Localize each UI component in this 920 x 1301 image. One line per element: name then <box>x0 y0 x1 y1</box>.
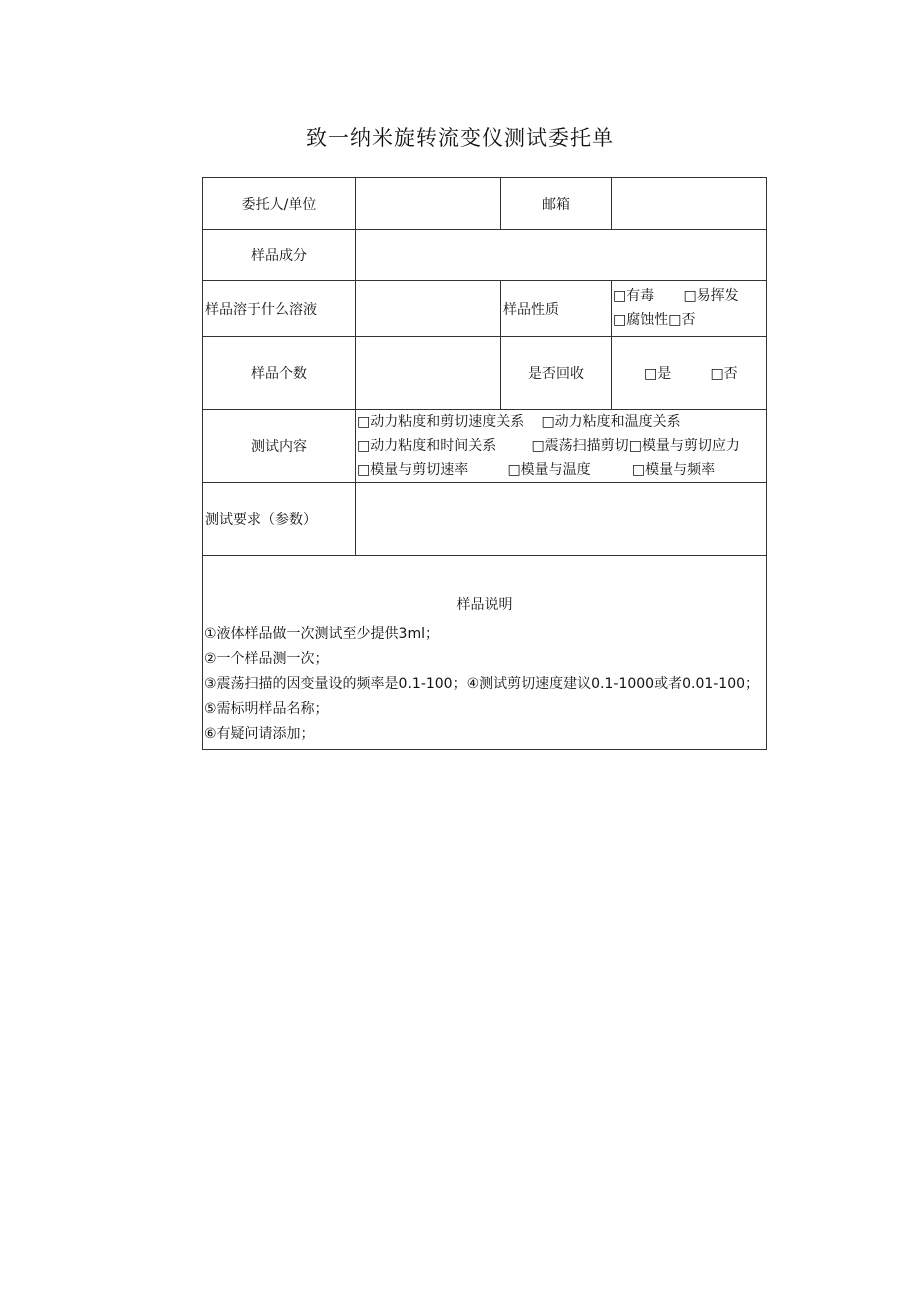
test-content-label: 测试内容 <box>203 410 356 483</box>
solvent-field[interactable] <box>356 281 501 337</box>
row-solvent <box>203 281 767 337</box>
row-test-content <box>203 410 767 483</box>
nature-option-none[interactable]: □否 <box>668 312 696 328</box>
composition-label: 样品成分 <box>203 230 356 281</box>
recycle-option-no[interactable]: □否 <box>710 366 738 382</box>
page-title: 致一纳米旋转流变仪测试委托单 <box>306 126 614 150</box>
client-field[interactable] <box>356 178 501 230</box>
test-option-modulus-temperature[interactable]: □模量与温度 <box>507 462 591 478</box>
nature-option-toxic[interactable]: □有毒 <box>613 288 655 304</box>
test-option-modulus-stress[interactable]: □模量与剪切应力 <box>628 438 740 454</box>
request-form-table <box>202 177 767 750</box>
nature-option-volatile[interactable]: □易挥发 <box>683 288 739 304</box>
email-label: 邮箱 <box>501 178 612 230</box>
test-option-viscosity-temperature[interactable]: □动力粘度和温度关系 <box>541 414 681 430</box>
note-line: ①液体样品做一次测试至少提供3ml； <box>204 626 439 642</box>
nature-options <box>612 281 767 337</box>
test-option-oscillation-shear[interactable]: □震荡扫描剪切 <box>531 438 629 454</box>
note-line: ③震荡扫描的因变量设的频率是0.1-100；④测试剪切速度建议0.1-1000或者0.01-100；⑤需标明样品名称； <box>204 676 760 717</box>
recycle-label: 是否回收 <box>501 337 612 410</box>
notes-title: 样品说明 <box>456 597 513 613</box>
row-test-requirements <box>203 483 767 556</box>
recycle-options <box>612 337 767 410</box>
row-sample-notes <box>203 556 767 750</box>
nature-label: 样品性质 <box>501 281 612 337</box>
client-label: 委托人/单位 <box>203 178 356 230</box>
row-composition <box>203 230 767 281</box>
note-line: ⑥有疑问请添加； <box>204 726 315 742</box>
email-field[interactable] <box>612 178 767 230</box>
test-option-modulus-rate[interactable]: □模量与剪切速率 <box>357 462 469 478</box>
nature-option-corrosive[interactable]: □腐蚀性 <box>613 312 669 328</box>
composition-field[interactable] <box>356 230 767 281</box>
row-count <box>203 337 767 410</box>
count-label: 样品个数 <box>203 337 356 410</box>
recycle-option-yes[interactable]: □是 <box>644 366 672 382</box>
row-client <box>203 178 767 230</box>
test-req-label: 测试要求（参数） <box>203 483 356 556</box>
test-option-viscosity-shear[interactable]: □动力粘度和剪切速度关系 <box>357 414 525 430</box>
solvent-label: 样品溶于什么溶液 <box>203 281 356 337</box>
count-field[interactable] <box>356 337 501 410</box>
sample-notes <box>203 556 767 750</box>
test-req-field[interactable] <box>356 483 767 556</box>
test-content-options <box>356 410 767 483</box>
test-option-viscosity-time[interactable]: □动力粘度和时间关系 <box>357 438 497 454</box>
note-line: ②一个样品测一次； <box>204 651 329 667</box>
test-option-modulus-frequency[interactable]: □模量与频率 <box>631 462 716 478</box>
